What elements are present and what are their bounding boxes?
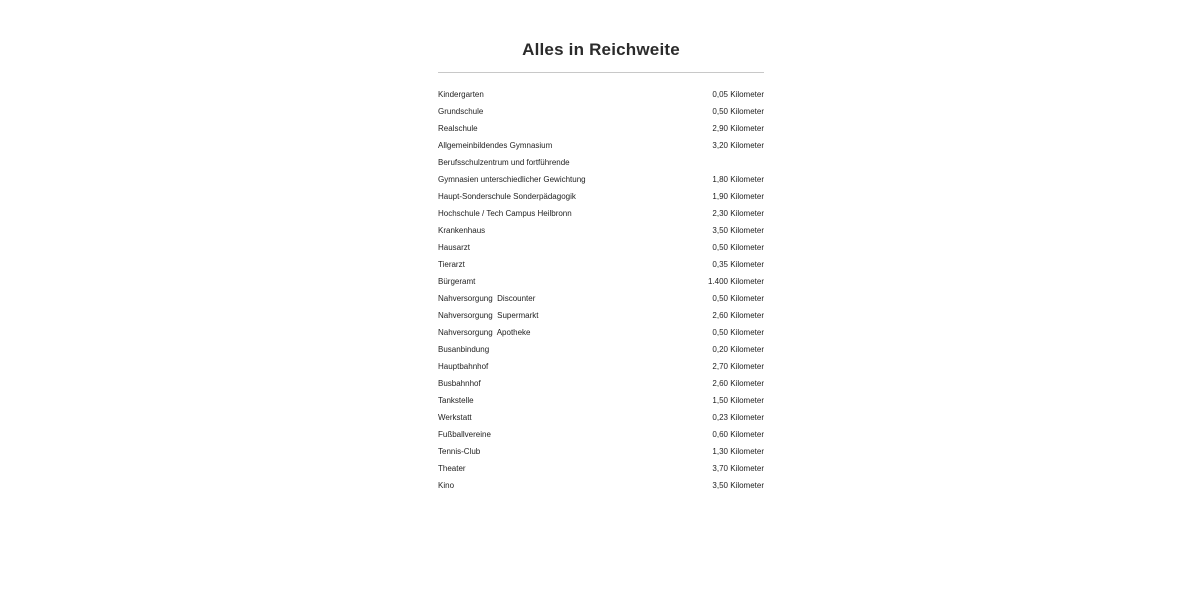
list-item-label: Allgemeinbildendes Gymnasium xyxy=(438,141,553,150)
list-item-label: Busbahnhof xyxy=(438,379,481,388)
list-item xyxy=(438,481,764,498)
list-item xyxy=(438,175,764,192)
list-item-value: 1,90 Kilometer xyxy=(712,192,764,201)
list-item-label: Werkstatt xyxy=(438,413,472,422)
list-item-label: Grundschule xyxy=(438,107,484,116)
list-item xyxy=(438,294,764,311)
list-item xyxy=(438,379,764,396)
list-item xyxy=(438,328,764,345)
list-item xyxy=(438,107,764,124)
list-item-label: Nahversorgung Apotheke xyxy=(438,328,531,337)
list-item-value: 3,50 Kilometer xyxy=(712,226,764,235)
list-item-value: 0,20 Kilometer xyxy=(712,345,764,354)
list-item xyxy=(438,430,764,447)
list-item-label: Tennis-Club xyxy=(438,447,481,456)
list-item-value: 3,20 Kilometer xyxy=(712,141,764,150)
list-item-label: Tankstelle xyxy=(438,396,474,405)
list-item-label: Hausarzt xyxy=(438,243,471,252)
distance-list xyxy=(438,90,764,498)
list-item-value: 0,50 Kilometer xyxy=(712,328,764,337)
list-item xyxy=(438,413,764,430)
list-item-value: 2,30 Kilometer xyxy=(712,209,764,218)
list-item-value: 0,35 Kilometer xyxy=(712,260,764,269)
list-item-label: Theater xyxy=(438,464,466,473)
list-item-value: 3,70 Kilometer xyxy=(712,464,764,473)
list-item-value: 0,50 Kilometer xyxy=(712,243,764,252)
list-item-label: Bürgeramt xyxy=(438,277,476,286)
list-item xyxy=(438,226,764,243)
list-item xyxy=(438,141,764,158)
list-item xyxy=(438,158,764,175)
list-item xyxy=(438,277,764,294)
list-item-value: 0,50 Kilometer xyxy=(712,107,764,116)
list-item-label: Berufsschulzentrum und fortführende xyxy=(438,158,570,167)
list-item-label: Kino xyxy=(438,481,455,490)
list-item-label: Haupt-Sonderschule Sonderpädagogik xyxy=(438,192,576,201)
list-item-label: Krankenhaus xyxy=(438,226,486,235)
list-item-label: Kindergarten xyxy=(438,90,484,99)
list-item-label: Hochschule / Tech Campus Heilbronn xyxy=(438,209,572,218)
list-item xyxy=(438,464,764,481)
list-item-label: Fußballvereine xyxy=(438,430,491,439)
list-item-value: 0,60 Kilometer xyxy=(712,430,764,439)
list-item-value: 2,60 Kilometer xyxy=(712,311,764,320)
list-item xyxy=(438,209,764,226)
list-item-value: 0,23 Kilometer xyxy=(712,413,764,422)
list-item-value: 0,50 Kilometer xyxy=(712,294,764,303)
list-item-label: Realschule xyxy=(438,124,478,133)
list-item-label: Gymnasien unterschiedlicher Gewichtung xyxy=(438,175,586,184)
list-item-label: Tierarzt xyxy=(438,260,465,269)
list-item-value: 1,80 Kilometer xyxy=(712,175,764,184)
list-item-label: Busanbindung xyxy=(438,345,490,354)
list-item-value: 0,05 Kilometer xyxy=(712,90,764,99)
content-panel xyxy=(438,40,764,498)
list-item-value: 3,50 Kilometer xyxy=(712,481,764,490)
list-item-label: Nahversorgung Supermarkt xyxy=(438,311,539,320)
list-item xyxy=(438,243,764,260)
list-item-value: 1,30 Kilometer xyxy=(712,447,764,456)
list-item xyxy=(438,396,764,413)
list-item xyxy=(438,124,764,141)
list-item-value: 1,50 Kilometer xyxy=(712,396,764,405)
list-item xyxy=(438,311,764,328)
list-item-value: 2,90 Kilometer xyxy=(712,124,764,133)
list-item xyxy=(438,447,764,464)
list-item-value: 2,60 Kilometer xyxy=(712,379,764,388)
list-item xyxy=(438,260,764,277)
list-item-label: Hauptbahnhof xyxy=(438,362,489,371)
list-item-label: Nahversorgung Discounter xyxy=(438,294,536,303)
list-item-value: 2,70 Kilometer xyxy=(712,362,764,371)
list-item xyxy=(438,345,764,362)
list-item xyxy=(438,362,764,379)
page-title: Alles in Reichweite xyxy=(438,40,764,73)
list-item xyxy=(438,192,764,209)
list-item xyxy=(438,90,764,107)
list-item-value: 1.400 Kilometer xyxy=(707,277,764,286)
